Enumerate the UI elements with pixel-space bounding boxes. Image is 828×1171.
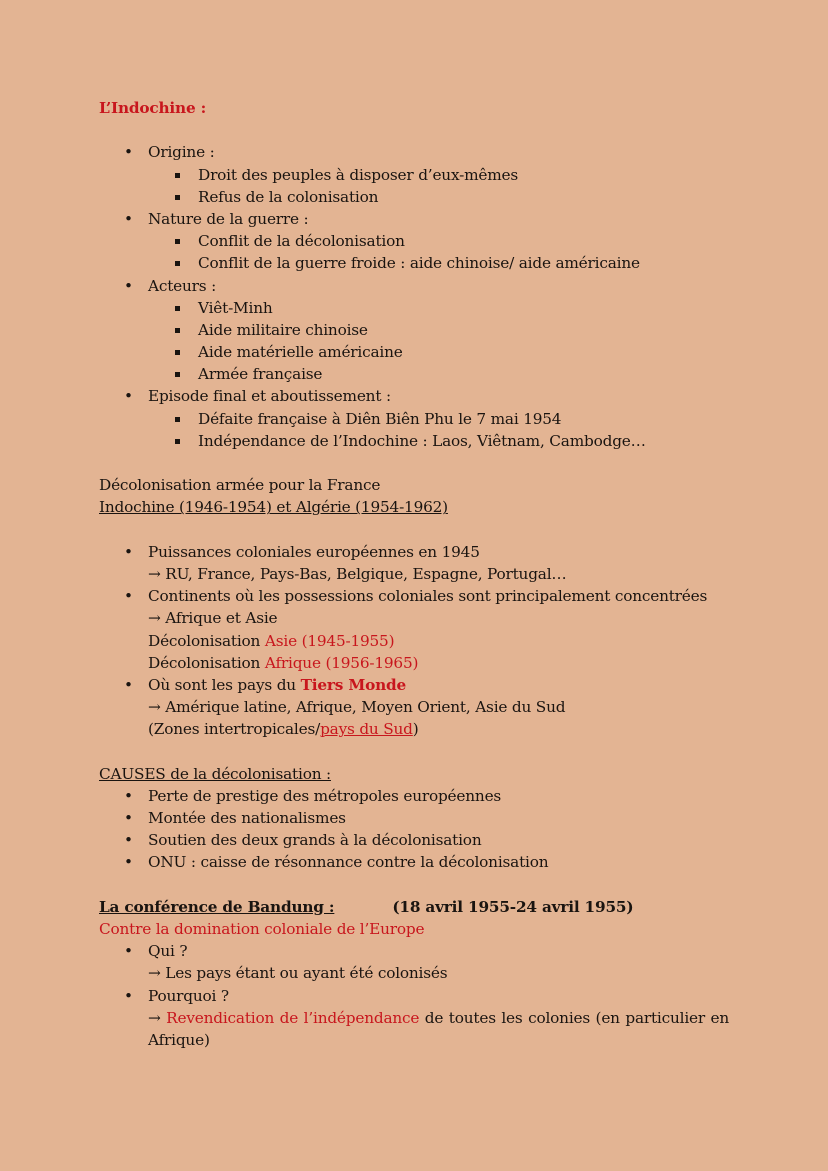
list-item: • Perte de prestige des métropoles européennes [99,785,729,807]
sub-list-item: Conflit de la guerre froide : aide chinoise/ aide américaine [99,252,729,274]
bandung-heading [99,896,729,918]
list-item: • Acteurs : [99,275,729,297]
bandung-subtitle: Contre la domination coloniale de l’Europe [99,919,425,938]
section-title-indochine: L’Indochine : [99,99,207,117]
asie-dates: Asie (1945-1955) [264,631,395,650]
sub-list-item: Droit des peuples à disposer d’eux-mêmes [99,164,729,186]
afrique-dates: Afrique (1956-1965) [264,653,419,672]
indochine-list [99,141,729,452]
afrique-line [99,652,729,674]
list-item: • Origine : [99,141,729,163]
bandung-dates: (18 avril 1955-24 avril 1955) [392,897,634,916]
sub-list-item: Indépendance de l’Indochine : Laos, Viêtnam, Cambodge… [99,430,729,452]
zones-suffix: ) [412,720,419,739]
list-item-detail [99,1007,729,1051]
list-item: • Qui ? [99,940,729,962]
zones-line [99,718,729,740]
list-item-detail: → Les pays étant ou ayant été colonisés [148,964,448,983]
list-item: • Continents où les possessions coloniales sont principalement concentrées [99,585,729,607]
list-item-detail: → RU, France, Pays-Bas, Belgique, Espagne, Portugal… [148,564,567,583]
causes-title: CAUSES de la décolonisation : [99,764,331,783]
list-item: • Puissances coloniales européennes en 1945 [99,541,729,563]
tiers-monde-prefix: Où sont les pays du [148,675,301,694]
list-item [99,674,729,696]
list-item: • Episode final et aboutissement : [99,385,729,407]
tiers-monde: Tiers Monde [300,675,407,694]
sub-list-item: Viêt-Minh [99,297,729,319]
decolonisation-subheading: Indochine (1946-1954) et Algérie (1954-1962) [99,498,448,517]
revendication-rest: de toutes les colonies (en particulier en Afrique) [148,1008,730,1049]
bandung-title: La conférence de Bandung : [99,897,335,916]
afrique-prefix: Décolonisation [148,653,265,672]
sub-list-item: Refus de la colonisation [99,186,729,208]
sub-list-item: Aide matérielle américaine [99,341,729,363]
sub-list-item: Défaite française à Diên Biên Phu le 7 mai 1954 [99,408,729,430]
pays-du-sud: pays du Sud [320,720,413,739]
list-item: • Nature de la guerre : [99,208,729,230]
arrow: → [148,1008,167,1027]
sub-list-item: Conflit de la décolonisation [99,230,729,252]
list-item: • ONU : caisse de résonnance contre la décolonisation [99,851,729,873]
asie-line [99,630,729,652]
list-item-detail: → Amérique latine, Afrique, Moyen Orient, Asie du Sud [148,698,566,717]
revendication: Revendication de l’indépendance [166,1008,420,1027]
decolonisation-heading: Décolonisation armée pour la France [99,476,381,495]
zones-prefix: (Zones intertropicales/ [148,720,321,739]
list-item: • Pourquoi ? [99,985,729,1007]
list-item-detail: → Afrique et Asie [148,609,278,628]
list-item: • Montée des nationalismes [99,807,729,829]
sub-list-item: Armée française [99,363,729,385]
list-item: • Soutien des deux grands à la décolonisation [99,829,729,851]
asie-prefix: Décolonisation [148,631,265,650]
sub-list-item: Aide militaire chinoise [99,319,729,341]
